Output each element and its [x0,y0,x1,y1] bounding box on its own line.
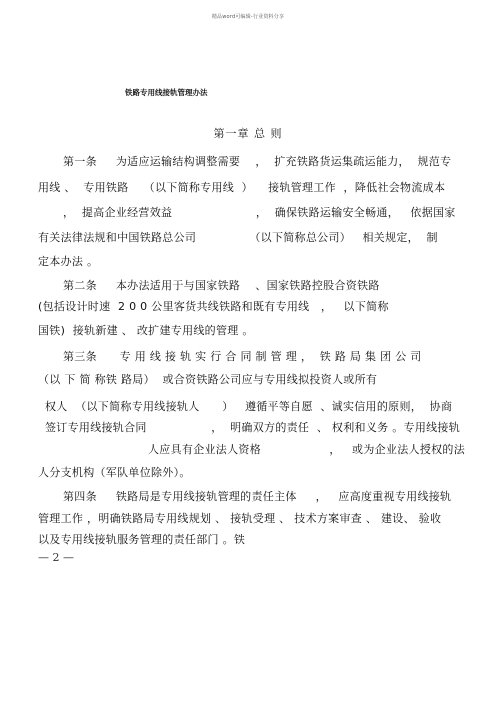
body-line-1: 第一条 为适应运输结构调整需要 ， 扩充铁路货运集疏运能力， 规范专 [63,155,452,168]
body-line-13: 人应具有企业法人资格 ， 或为企业法人授权的法 [148,443,466,456]
body-line-8: 国铁) 接轨新建 、 改扩建专用线的管理 。 [38,324,254,337]
body-line-2: 用线 、 专用铁路 （以下简称专用线 ） 接轨管理工作 ，降低社会物流成本 [38,181,446,194]
body-line-4: 有关法律法规和中国铁路总公司 （以下简称总公司） 相关规定， 制 [38,231,438,244]
page-number: — 2 — [38,551,74,564]
body-line-11: 权人 （以下简称专用线接轨人 ） 遵循平等自愿 、诚实信用的原则， 协商 [45,400,453,413]
document-title: 铁路专用线接轨管理办法 [125,88,208,97]
body-line-10: （以 下 简 称铁 路局） 或合资铁路公司应与专用线拟投资人或所有 [38,373,378,386]
body-line-15: 第四条 铁路局是专用线接轨管理的责任主体 ， 应高度重视专用线接轨 [63,490,452,503]
body-line-17: 以及专用线接轨服务管理的责任部门 。铁 [38,533,246,546]
body-line-14: 人分支机构（军队单位除外）。 [38,466,191,479]
page-header-note: 精品word可编辑-行业资料分享 [211,14,285,20]
body-line-12: 签订专用线接轨合同 ， 明确双方的责任 、 权利和义务 。专用线接轨 [45,421,461,434]
body-line-16: 管理工作 ，明确铁路局专用线规划 、 接轨受理 、 技术方案审查 、 建设、 验收 [38,512,442,525]
body-line-6: 第二条 本办法适用于与国家铁路 、国家铁路控股合资铁路 [63,279,380,292]
body-line-7: (包括设计时速 2 0 0 公里客货共线铁路和既有专用线 ， 以下简称 [38,300,389,313]
body-line-9: 第三条 专 用 线 接 轨 实 行 合 同 制 管 理 ， 铁 路 局 集 团 公 司 [63,350,422,363]
chapter-heading: 第一章 总 则 [213,127,283,140]
body-line-3: ， 提高企业经营效益 ， 确保铁路运输安全畅通， 依据国家 [63,206,456,219]
body-line-5: 定本办法 。 [38,255,99,268]
